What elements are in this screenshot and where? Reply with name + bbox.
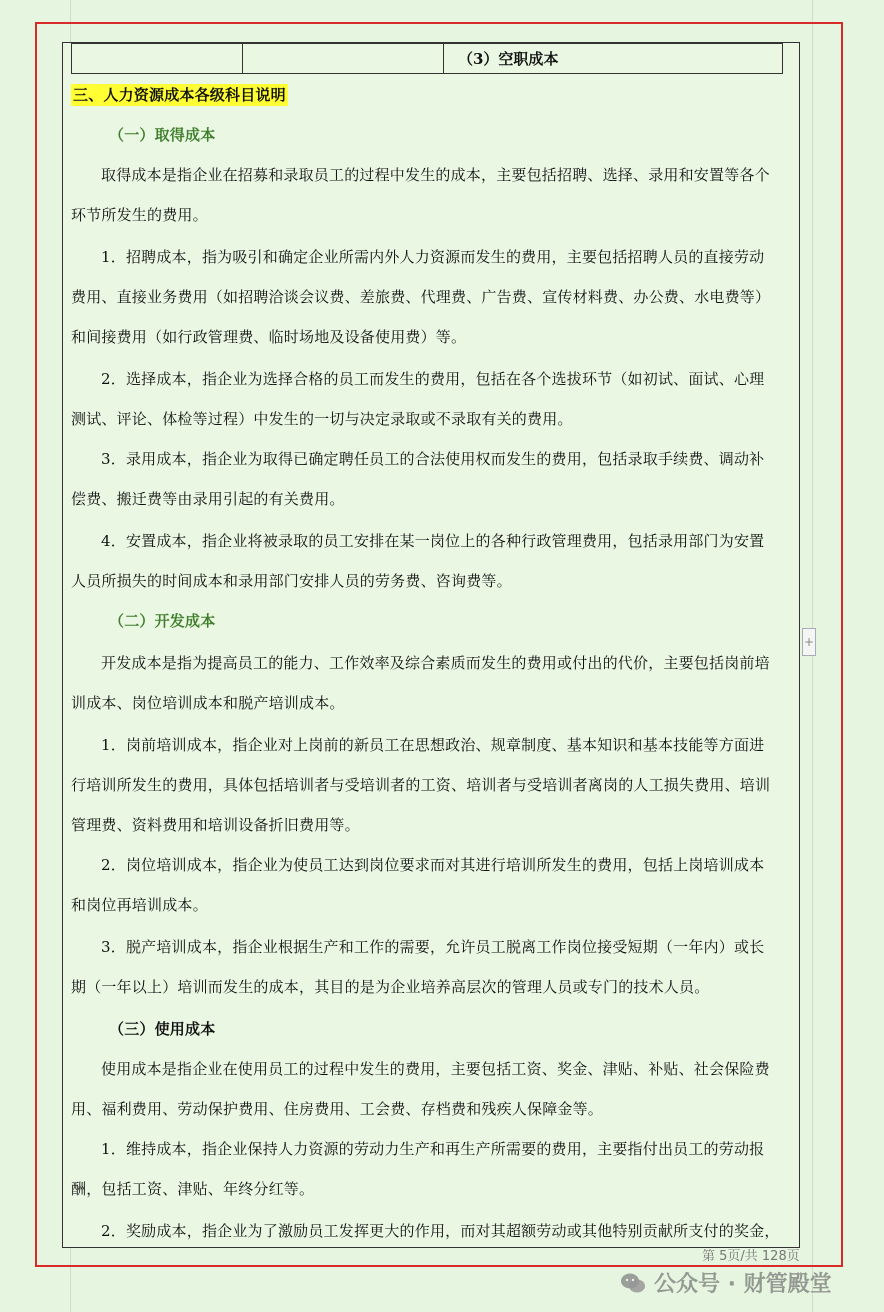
cost-table-row bbox=[71, 43, 783, 74]
list-item-hiring: 3．录用成本，指企业为取得已确定聘任员工的合法使用权而发生的费用，包括录取手续费、调动补 bbox=[101, 450, 765, 468]
paragraph-line: 和间接费用（如行政管理费、临时场地及设备使用费）等。 bbox=[71, 328, 467, 346]
table-cell-3: （3）空职成本 bbox=[444, 44, 783, 74]
paragraph-line: 用、福利费用、劳动保护费用、住房费用、工会费、存档费和残疾人保障金等。 bbox=[71, 1100, 604, 1118]
table-cell-2 bbox=[243, 44, 444, 74]
subheading-acquisition: （一）取得成本 bbox=[109, 126, 216, 144]
list-item-on-job-training: 2．岗位培训成本，指企业为使员工达到岗位要求而对其进行培训所发生的费用，包括上岗培训成本 bbox=[101, 856, 765, 874]
paragraph-line: 管理费、资料费用和培训设备折旧费用等。 bbox=[71, 816, 360, 834]
list-item-pre-job-training: 1．岗前培训成本，指企业对上岗前的新员工在思想政治、规章制度、基本知识和基本技能等方面进 bbox=[101, 736, 765, 754]
paragraph-line: 训成本、岗位培训成本和脱产培训成本。 bbox=[71, 694, 345, 712]
paragraph-line: 人员所损失的时间成本和录用部门安排人员的劳务费、咨询费等。 bbox=[71, 572, 512, 590]
page-number: 第 5页/共 128页 bbox=[702, 1249, 800, 1264]
watermark-text: 公众号 · 财管殿堂 bbox=[654, 1272, 832, 1297]
paragraph-line: 期（一年以上）培训而发生的成本，其目的是为企业培养高层次的管理人员或专门的技术人员。 bbox=[71, 978, 710, 996]
paragraph-line: 取得成本是指企业在招募和录取员工的过程中发生的成本，主要包括招聘、选择、录用和安置等各个 bbox=[101, 166, 770, 184]
watermark bbox=[620, 1267, 832, 1298]
list-item-maintenance: 1．维持成本，指企业保持人力资源的劳动力生产和再生产所需要的费用，主要指付出员工的劳动报 bbox=[101, 1140, 765, 1158]
document-body bbox=[62, 42, 800, 1248]
paragraph-line: 环节所发生的费用。 bbox=[71, 206, 208, 224]
list-item-off-job-training: 3．脱产培训成本，指企业根据生产和工作的需要，允许员工脱离工作岗位接受短期（一年内）或长 bbox=[101, 938, 765, 956]
list-item-recruitment: 1．招聘成本，指为吸引和确定企业所需内外人力资源而发生的费用，主要包括招聘人员的直接劳动 bbox=[101, 248, 765, 266]
table-cell-1 bbox=[72, 44, 243, 74]
paragraph-line: 行培训所发生的费用，具体包括培训者与受培训者的工资、培训者与受培训者离岗的人工损失费用、培训 bbox=[71, 776, 771, 794]
wechat-icon bbox=[620, 1272, 646, 1294]
expand-button[interactable]: + bbox=[802, 628, 816, 656]
paragraph-line: 偿费、搬迁费等由录用引起的有关费用。 bbox=[71, 490, 345, 508]
paragraph-line: 费用、直接业务费用（如招聘洽谈会议费、差旅费、代理费、广告费、宣传材料费、办公费、水电费等） bbox=[71, 288, 771, 306]
list-item-incentive: 2．奖励成本，指企业为了激励员工发挥更大的作用，而对其超额劳动或其他特别贡献所支付的奖金， bbox=[101, 1222, 780, 1240]
list-item-selection: 2．选择成本，指企业为选择合格的员工而发生的费用，包括在各个选拔环节（如初试、面试、心理 bbox=[101, 370, 765, 388]
paragraph-line: 酬，包括工资、津贴、年终分红等。 bbox=[71, 1180, 315, 1198]
paragraph-line: 开发成本是指为提高员工的能力、工作效率及综合素质而发生的费用或付出的代价，主要包括岗前培 bbox=[101, 654, 770, 672]
paragraph-line: 使用成本是指企业在使用员工的过程中发生的费用，主要包括工资、奖金、津贴、补贴、社会保险费 bbox=[101, 1060, 770, 1078]
subheading-development: （二）开发成本 bbox=[109, 612, 216, 630]
section-title: 三、人力资源成本各级科目说明 bbox=[73, 86, 286, 104]
section-heading bbox=[71, 85, 801, 105]
list-item-placement: 4．安置成本，指企业将被录取的员工安排在某一岗位上的各种行政管理费用，包括录用部门为安置 bbox=[101, 532, 765, 550]
paragraph-line: 和岗位再培训成本。 bbox=[71, 896, 208, 914]
subheading-usage: （三）使用成本 bbox=[109, 1020, 216, 1038]
paragraph-line: 测试、评论、体检等过程）中发生的一切与决定录取或不录取有关的费用。 bbox=[71, 410, 573, 428]
